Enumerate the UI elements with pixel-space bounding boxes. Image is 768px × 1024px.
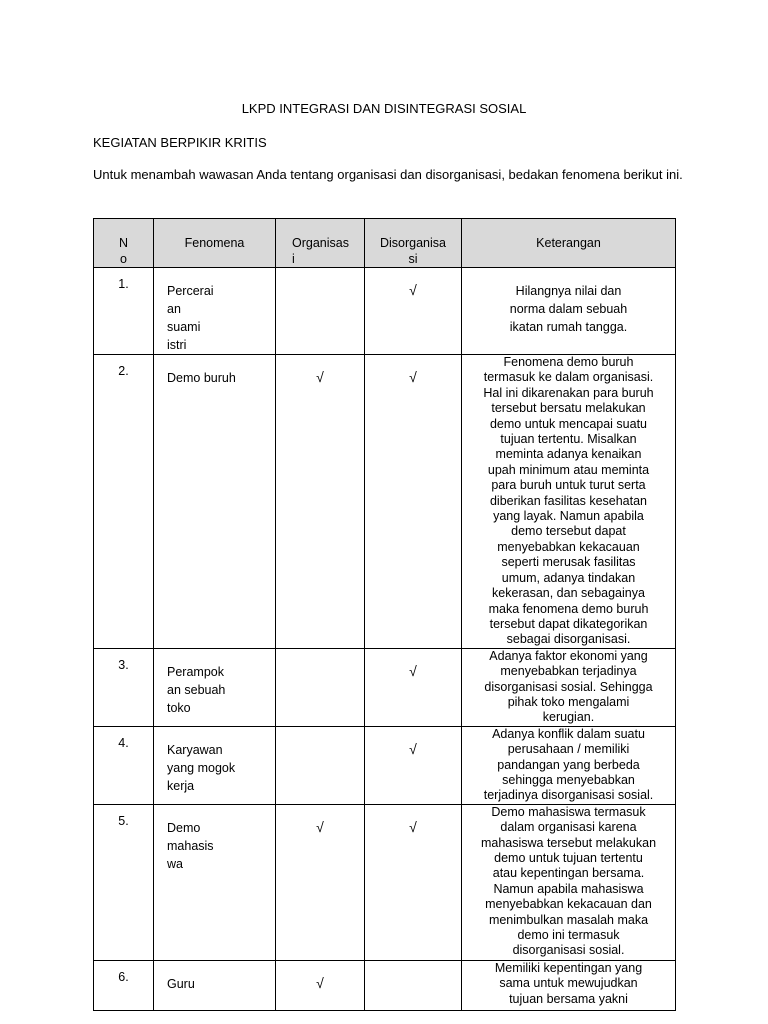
row-organisasi-check: √	[276, 804, 365, 960]
table-row	[94, 804, 676, 960]
row-keterangan: Adanya faktor ekonomi yang menyebabkan terjadinya disorganisasi sosial. Sehingga pihak toko mengalami kerugian.	[462, 648, 676, 726]
table-row	[94, 726, 676, 804]
row-disorganisasi-check: √	[365, 355, 462, 649]
header-keterangan: Keterangan	[462, 219, 676, 268]
phenomena-table	[93, 218, 676, 1011]
row-fenomena: Demo mahasis wa	[154, 804, 276, 960]
row-disorganisasi-check: √	[365, 804, 462, 960]
row-number: 2.	[94, 355, 154, 649]
section-heading: KEGIATAN BERPIKIR KRITIS	[93, 135, 267, 150]
row-organisasi-check: √	[276, 960, 365, 1010]
row-disorganisasi-check: √	[365, 268, 462, 355]
row-fenomena: Percerai an suami istri	[154, 268, 276, 355]
row-number: 6.	[94, 960, 154, 1010]
row-keterangan: Fenomena demo buruh termasuk ke dalam organisasi. Hal ini dikarenakan para buruh tersebut bersatu melakukan demo untuk mencapai suatu tujuan tertentu. Misalkan meminta adanya kenaikan upah minimum atau meminta para buruh untuk turut serta diberikan fasilitas kesehatan yang layak. Namun apabila demo tersebut dapat menyebabkan kekacauan seperti merusak fasilitas umum, adanya tindakan kekerasan, dan sebagainya maka fenomena demo buruh tersebut dapat dikategorikan sebagai disorganisasi.	[462, 355, 676, 649]
row-fenomena: Guru	[154, 960, 276, 1010]
table-row	[94, 960, 676, 1010]
row-keterangan: Hilangnya nilai dan norma dalam sebuah ikatan rumah tangga.	[462, 268, 676, 355]
row-organisasi-check: √	[276, 355, 365, 649]
document-title: LKPD INTEGRASI DAN DISINTEGRASI SOSIAL	[241, 101, 527, 116]
row-fenomena: Perampok an sebuah toko	[154, 648, 276, 726]
table-row	[94, 268, 676, 355]
row-organisasi-check	[276, 648, 365, 726]
header-no: N o	[94, 219, 154, 268]
table-header-row	[94, 219, 676, 268]
header-organisasi: Organisas i	[276, 219, 365, 268]
row-keterangan: Memiliki kepentingan yang sama untuk mewujudkan tujuan bersama yakni	[462, 960, 676, 1010]
row-number: 4.	[94, 726, 154, 804]
row-fenomena: Demo buruh	[154, 355, 276, 649]
table-row	[94, 648, 676, 726]
row-disorganisasi-check: √	[365, 726, 462, 804]
row-number: 1.	[94, 268, 154, 355]
header-disorganisasi: Disorganisa si	[365, 219, 462, 268]
row-fenomena: Karyawan yang mogok kerja	[154, 726, 276, 804]
row-organisasi-check	[276, 268, 365, 355]
intro-paragraph: Untuk menambah wawasan Anda tentang organisasi dan disorganisasi, bedakan fenomena berikut ini.	[93, 167, 683, 182]
row-organisasi-check	[276, 726, 365, 804]
row-disorganisasi-check: √	[365, 648, 462, 726]
row-disorganisasi-check	[365, 960, 462, 1010]
row-number: 3.	[94, 648, 154, 726]
row-keterangan: Adanya konflik dalam suatu perusahaan / memiliki pandangan yang berbeda sehingga menyebabkan terjadinya disorganisasi sosial.	[462, 726, 676, 804]
row-keterangan: Demo mahasiswa termasuk dalam organisasi karena mahasiswa tersebut melakukan demo untuk tujuan tertentu atau kepentingan bersama. Namun apabila mahasiswa menyebabkan kekacauan dan menimbulkan masalah maka demo ini termasuk disorganisasi sosial.	[462, 804, 676, 960]
table-row	[94, 355, 676, 649]
header-fenomena: Fenomena	[154, 219, 276, 268]
row-number: 5.	[94, 804, 154, 960]
